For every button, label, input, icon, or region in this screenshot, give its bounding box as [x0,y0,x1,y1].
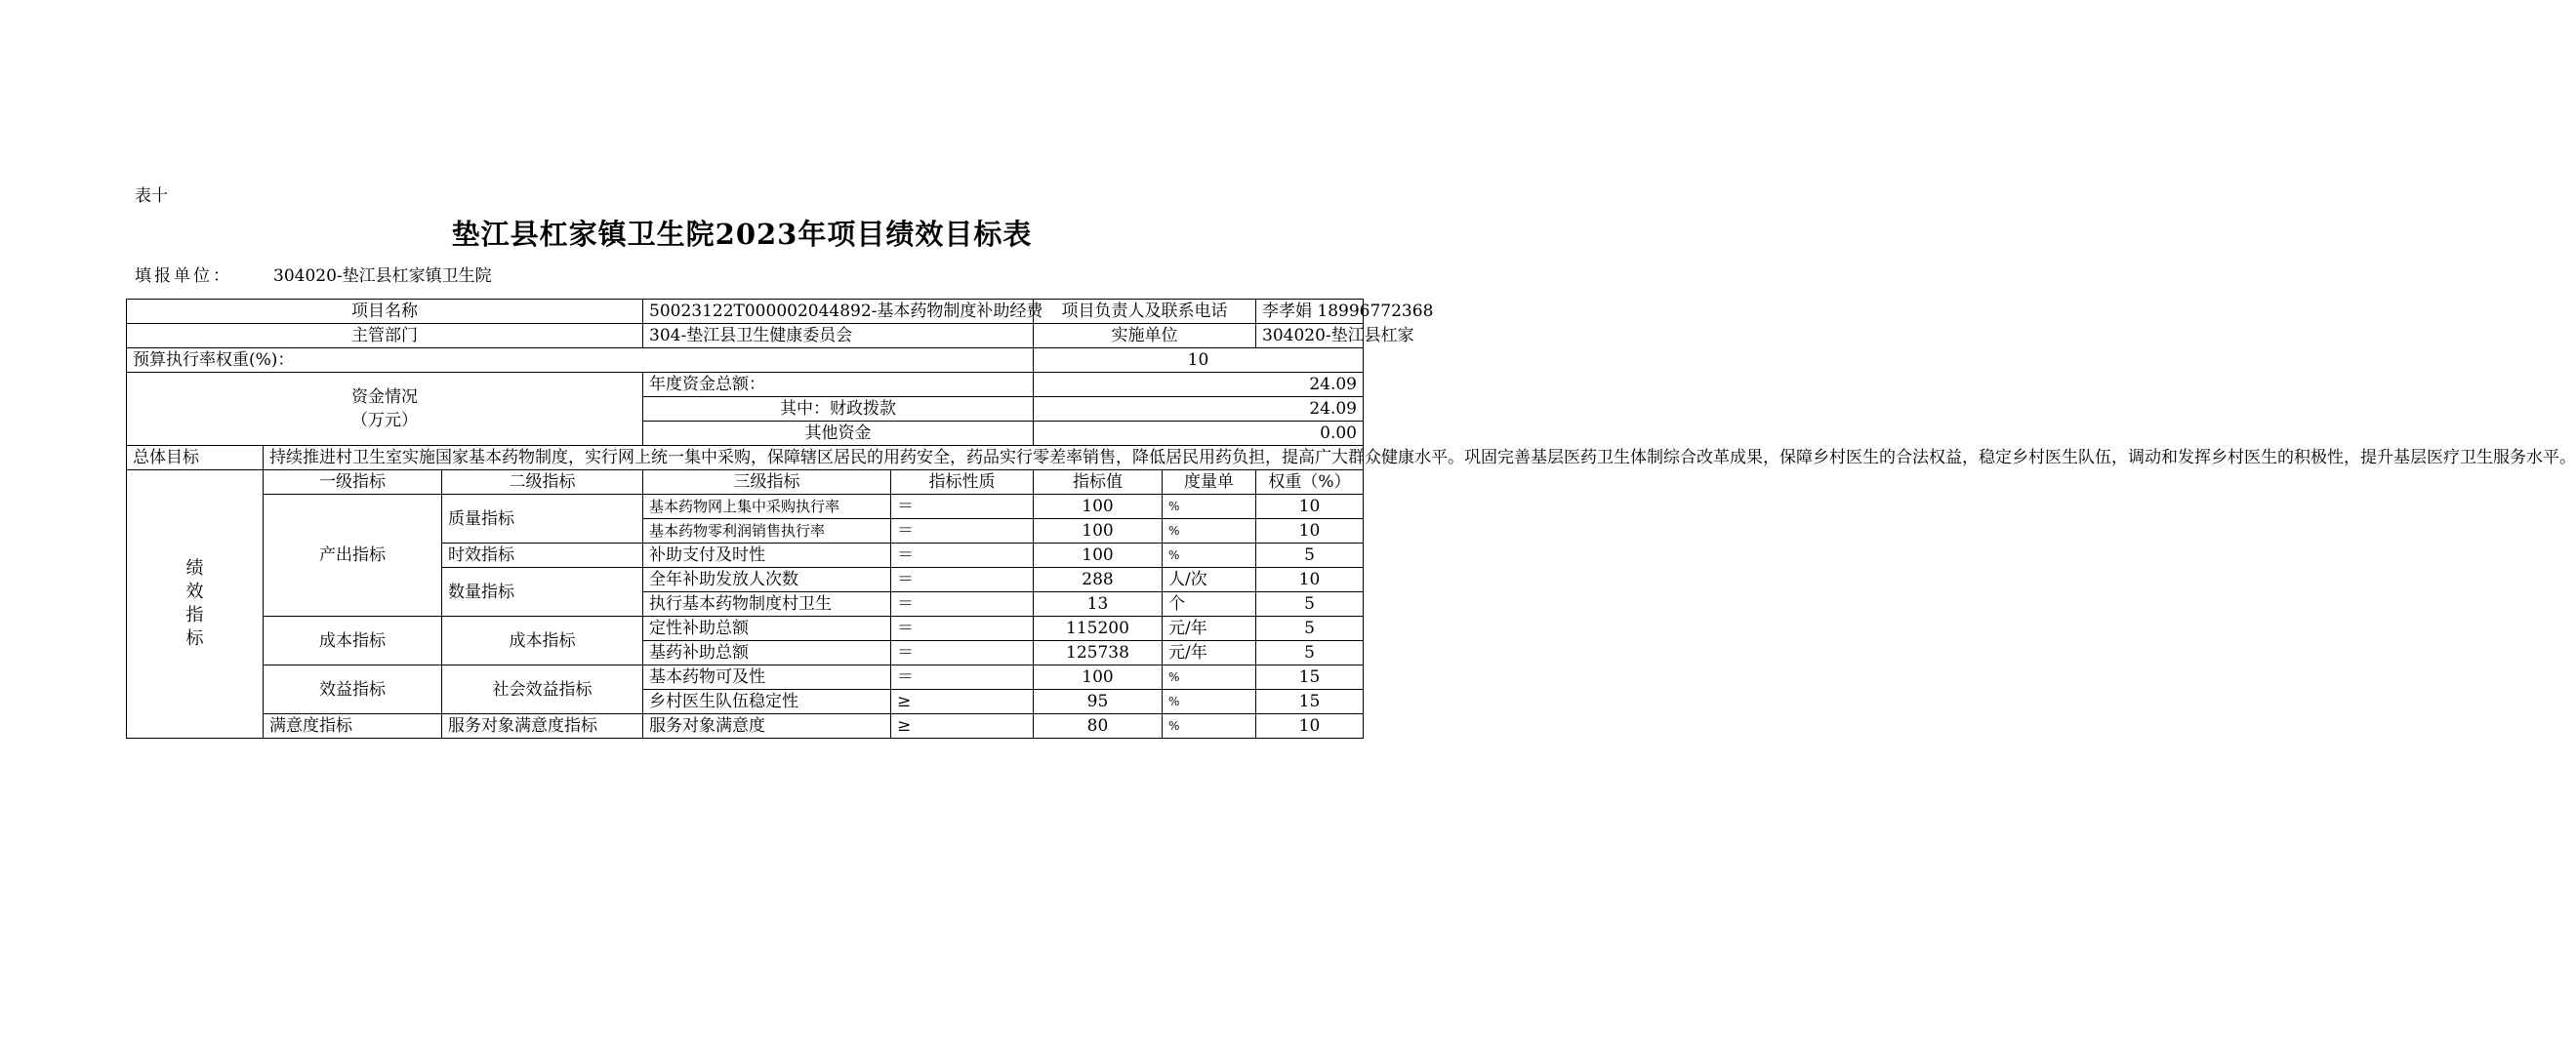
goal-text: 持续推进村卫生室实施国家基本药物制度，实行网上统一集中采购，保障辖区居民的用药安全，药品实行零差率销售，降低居民用药负担，提高广大群众健康水平。巩固完善基层医药卫生体制综合改革成果，保障乡村医生的合法权益，稳定乡村医生队伍，调动和发挥乡村医生的积极性，提升基层医疗卫生服务水平。 [264,446,1364,470]
indicator-value: 100 [1034,665,1163,690]
performance-table [126,299,2576,739]
reporting-unit [135,262,492,286]
indicator-nature: ＝ [891,544,1034,568]
indicator-value: 100 [1034,544,1163,568]
indicator-weight: 10 [1256,519,1364,544]
level1-benefit: 效益指标 [264,665,442,714]
table-row [127,714,1364,739]
header-level2: 二级指标 [442,470,643,495]
row-fund-total [127,373,1364,397]
indicator-unit: 元/年 [1163,641,1256,665]
indicator-unit: 人/次 [1163,568,1256,592]
indicator-value: 125738 [1034,641,1163,665]
level1-output: 产出指标 [264,495,442,617]
indicator-name: 执行基本药物制度村卫生 [643,592,891,617]
impl-unit-value: 304020-垫江县杠家 [1256,324,1364,348]
fund-other-value: 0.00 [1034,422,1364,446]
indicator-nature: ＝ [891,592,1034,617]
row-overall-goal [127,446,1364,470]
indicator-name: 基本药物零利润销售执行率 [643,519,891,544]
indicator-nature: ＝ [891,568,1034,592]
indicator-nature: ≥ [891,690,1034,714]
row-budget-weight [127,348,1364,373]
budget-weight-label: 预算执行率权重(%)： [127,348,1034,373]
indicator-header-row [127,470,1364,495]
indicator-name: 乡村医生队伍稳定性 [643,690,891,714]
project-name-value: 50023122T000002044892-基本药物制度补助经费 [643,300,1034,324]
indicator-weight: 10 [1256,495,1364,519]
section-char-3: 指 [185,605,204,625]
indicator-name: 全年补助发放人次数 [643,568,891,592]
header-level3: 三级指标 [643,470,891,495]
section-char-4: 标 [185,628,204,649]
indicator-name: 补助支付及时性 [643,544,891,568]
indicator-unit: % [1163,519,1256,544]
indicator-nature: ＝ [891,665,1034,690]
contact-label: 项目负责人及联系电话 [1034,300,1256,324]
indicator-unit: 个 [1163,592,1256,617]
row-department [127,324,1364,348]
fund-label-line2: （万元） [351,411,418,430]
level2-cost: 成本指标 [442,617,643,665]
level2-service: 服务对象满意度指标 [442,714,643,739]
reporting-unit-value: 304020-垫江县杠家镇卫生院 [273,266,492,286]
level1-satisfaction: 满意度指标 [264,714,442,739]
indicator-name: 基药补助总额 [643,641,891,665]
section-char-2: 效 [185,582,204,602]
header-weight: 权重（%） [1256,470,1364,495]
indicator-value: 115200 [1034,617,1163,641]
indicator-unit: % [1163,714,1256,739]
section-char-1: 绩 [185,558,204,579]
indicator-value: 100 [1034,495,1163,519]
fund-other-label: 其他资金 [643,422,1034,446]
indicator-name: 基本药物网上集中采购执行率 [643,495,891,519]
contact-value: 李孝娟 18996772368 [1256,300,1364,324]
fund-fiscal-value: 24.09 [1034,397,1364,422]
fund-total-label: 年度资金总额： [643,373,1034,397]
indicator-value: 288 [1034,568,1163,592]
indicator-value: 13 [1034,592,1163,617]
indicator-unit: % [1163,690,1256,714]
indicator-unit: 元/年 [1163,617,1256,641]
dept-label: 主管部门 [127,324,643,348]
indicator-nature: ＝ [891,495,1034,519]
level2-quality: 质量指标 [442,495,643,544]
indicator-nature: ＝ [891,617,1034,641]
indicator-weight: 5 [1256,641,1364,665]
table-row [127,665,1364,690]
indicator-weight: 5 [1256,544,1364,568]
indicator-unit: % [1163,495,1256,519]
indicator-name: 基本药物可及性 [643,665,891,690]
fund-total-value: 24.09 [1034,373,1364,397]
level2-quantity: 数量指标 [442,568,643,617]
table-label: 表十 [135,186,168,206]
header-unit: 度量单 [1163,470,1256,495]
indicator-section-label [127,470,264,739]
goal-label: 总体目标 [127,446,264,470]
header-nature: 指标性质 [891,470,1034,495]
indicator-weight: 15 [1256,690,1364,714]
level2-timeliness: 时效指标 [442,544,643,568]
indicator-nature: ≥ [891,714,1034,739]
fund-label [127,373,643,446]
indicator-value: 80 [1034,714,1163,739]
indicator-nature: ＝ [891,519,1034,544]
impl-unit-label: 实施单位 [1034,324,1256,348]
indicator-weight: 5 [1256,592,1364,617]
indicator-unit: % [1163,665,1256,690]
fund-label-line1: 资金情况 [351,387,418,407]
project-name-label: 项目名称 [127,300,643,324]
dept-value: 304-垫江县卫生健康委员会 [643,324,1034,348]
header-value: 指标值 [1034,470,1163,495]
indicator-nature: ＝ [891,641,1034,665]
budget-weight-value: 10 [1034,348,1364,373]
table-row [127,495,1364,519]
indicator-weight: 10 [1256,714,1364,739]
indicator-weight: 10 [1256,568,1364,592]
fund-fiscal-label: 其中：财政拨款 [643,397,1034,422]
page-title: 垫江县杠家镇卫生院2023年项目绩效目标表 [451,218,1033,251]
header-level1: 一级指标 [264,470,442,495]
indicator-weight: 15 [1256,665,1364,690]
level1-cost: 成本指标 [264,617,442,665]
reporting-unit-label: 填报单位： [135,266,232,286]
row-project-name [127,300,1364,324]
indicator-weight: 5 [1256,617,1364,641]
indicator-name: 服务对象满意度 [643,714,891,739]
indicator-value: 100 [1034,519,1163,544]
table-row [127,617,1364,641]
indicator-name: 定性补助总额 [643,617,891,641]
level2-social: 社会效益指标 [442,665,643,714]
indicator-unit: % [1163,544,1256,568]
indicator-value: 95 [1034,690,1163,714]
